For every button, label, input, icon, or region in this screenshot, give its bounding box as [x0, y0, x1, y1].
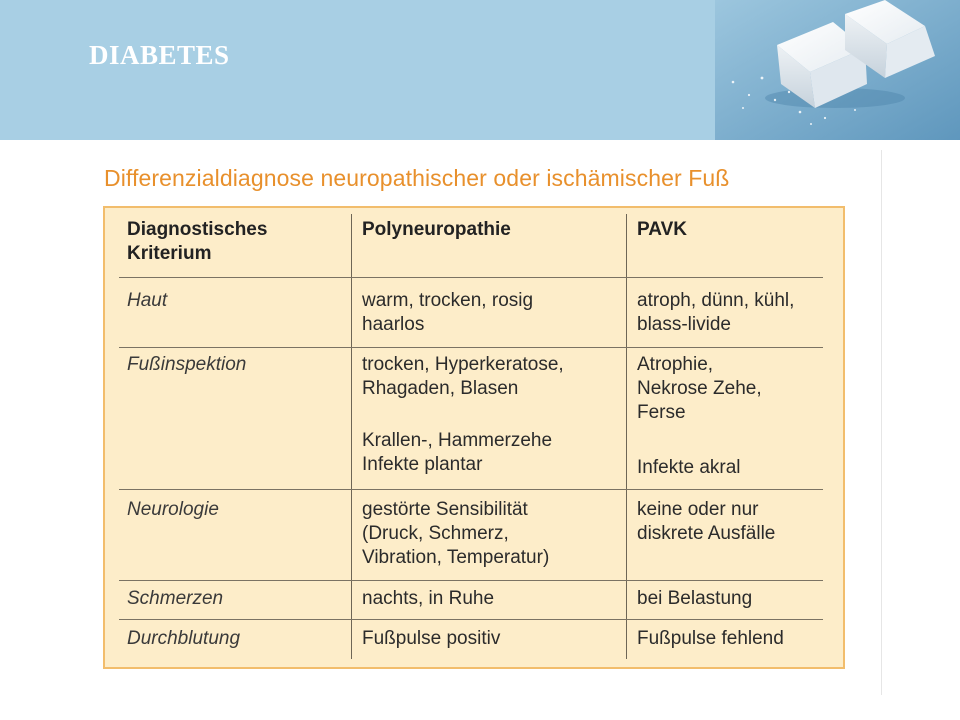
header-pavk: PAVK — [637, 219, 687, 240]
header-criterion: Diagnostisches Kriterium — [127, 219, 268, 264]
header-polyneuropathie: Polyneuropathie — [362, 219, 511, 240]
sugar-cubes-image — [715, 0, 960, 140]
header-banner — [0, 0, 960, 140]
row-divider — [119, 489, 823, 490]
pavk-schmerzen: bei Belastung — [637, 588, 753, 609]
pavk-fussinspektion-extra: Infekte akral — [637, 457, 741, 478]
column-divider — [626, 214, 627, 659]
column-divider — [351, 214, 352, 659]
differential-diagnosis-table — [103, 206, 845, 669]
row-divider — [119, 580, 823, 581]
page-edge-rule — [881, 150, 882, 695]
row-divider — [119, 347, 823, 348]
polyneuropathie-haut: warm, trocken, rosig haarlos — [362, 290, 534, 335]
pavk-neurologie: keine oder nur diskrete Ausfälle — [637, 499, 776, 544]
polyneuropathie-schmerzen: nachts, in Ruhe — [362, 588, 495, 609]
criterion-durchblutung: Durchblutung — [127, 628, 241, 649]
row-divider — [119, 619, 823, 620]
polyneuropathie-fussinspektion: trocken, Hyperkeratose, Rhagaden, Blasen — [362, 354, 564, 399]
criterion-fussinspektion: Fußinspektion — [127, 354, 247, 375]
criterion-schmerzen: Schmerzen — [127, 588, 224, 609]
header-title: DIABETES — [89, 40, 230, 70]
polyneuropathie-fussinspektion-extra: Krallen-, Hammerzehe Infekte plantar — [362, 430, 553, 475]
criterion-haut: Haut — [127, 290, 168, 311]
pavk-durchblutung: Fußpulse fehlend — [637, 628, 784, 649]
slide-title: Differenzialdiagnose neuropathischer oder ischämischer Fuß — [104, 165, 730, 191]
pavk-fussinspektion: Atrophie, Nekrose Zehe, Ferse — [637, 354, 762, 423]
criterion-neurologie: Neurologie — [127, 499, 219, 520]
polyneuropathie-durchblutung: Fußpulse positiv — [362, 628, 501, 649]
pavk-haut: atroph, dünn, kühl, blass-livide — [637, 290, 795, 335]
polyneuropathie-neurologie: gestörte Sensibilität (Druck, Schmerz, Vibration, Temperatur) — [362, 499, 550, 568]
row-divider — [119, 277, 823, 278]
